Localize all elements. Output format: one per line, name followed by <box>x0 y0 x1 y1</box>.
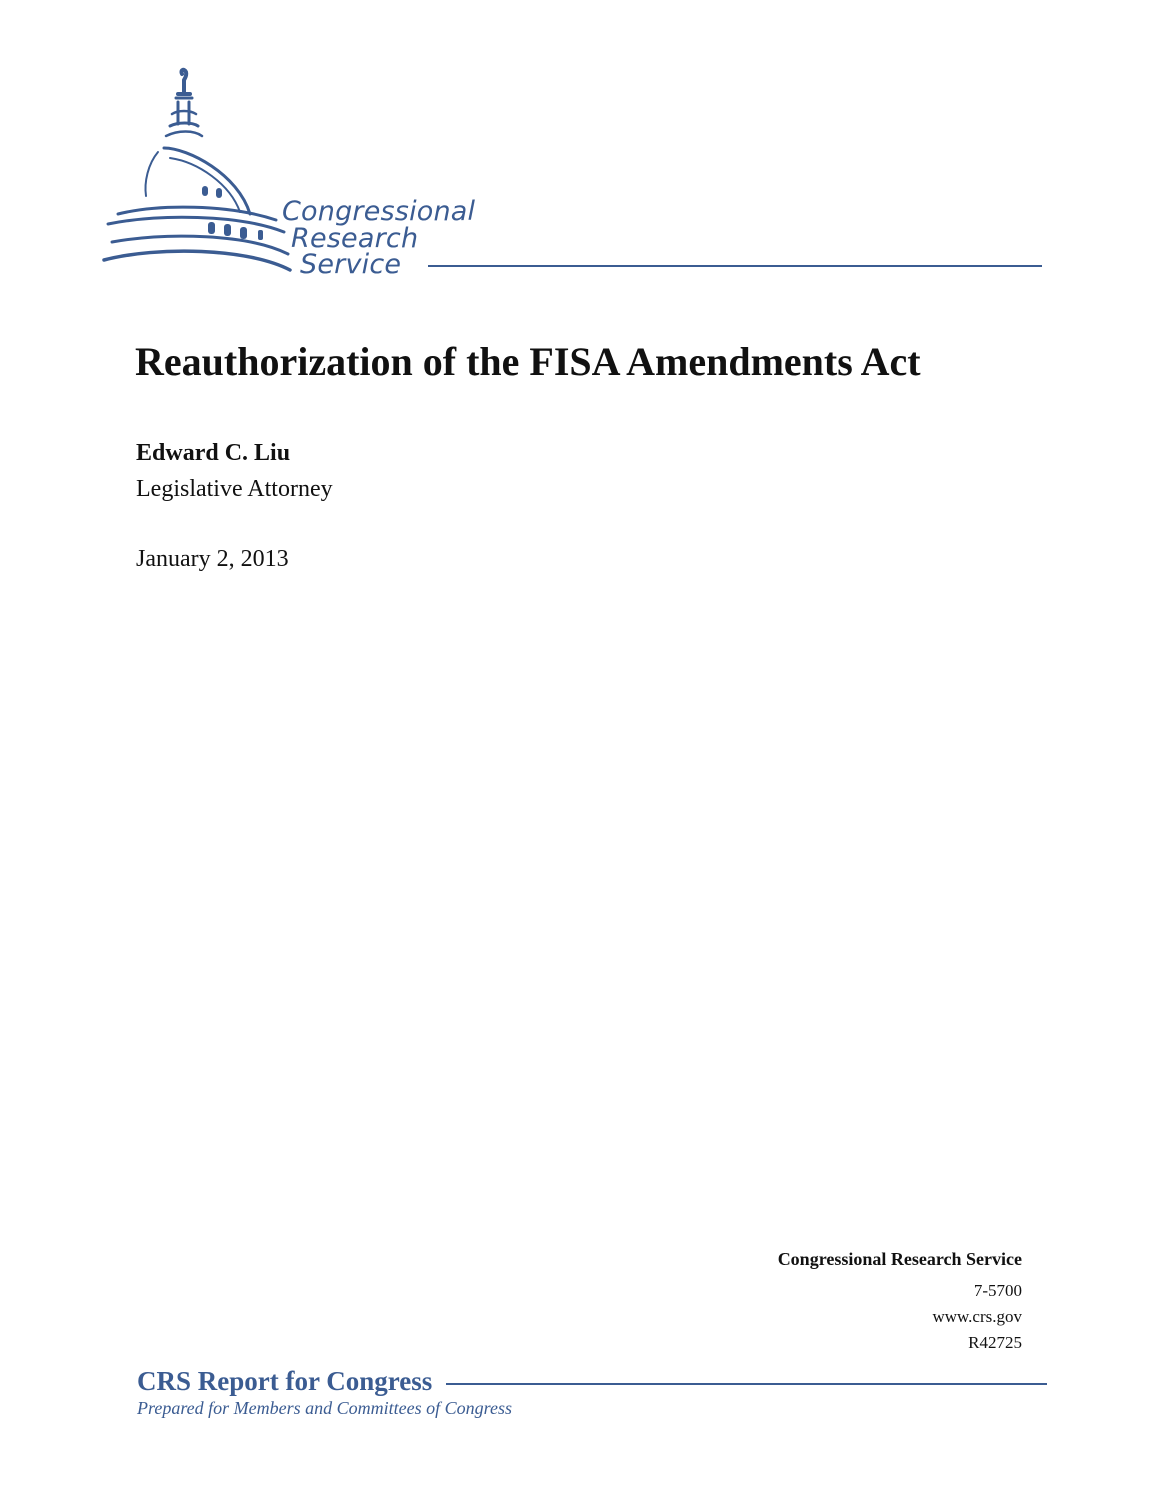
capitol-dome-icon <box>98 64 298 274</box>
footer-title: CRS Report for Congress <box>137 1366 433 1396</box>
header-divider <box>428 265 1042 267</box>
info-organization: Congressional Research Service <box>777 1249 1022 1269</box>
author-role: Legislative Attorney <box>136 476 333 502</box>
info-report-number: R42725 <box>968 1333 1022 1352</box>
logo-word-research: Research <box>291 223 419 254</box>
info-code: 7-5700 <box>973 1281 1022 1300</box>
report-info <box>778 1246 1022 1356</box>
logo-word-congressional: Congressional <box>282 196 476 227</box>
footer-divider <box>446 1383 1047 1385</box>
author-name: Edward C. Liu <box>136 440 291 466</box>
document-title: Reauthorization of the FISA Amendments Act <box>135 339 921 384</box>
report-date: January 2, 2013 <box>136 546 289 572</box>
logo-word-service: Service <box>300 249 402 280</box>
info-website: www.crs.gov <box>932 1307 1022 1326</box>
footer-subtitle: Prepared for Members and Committees of Congress <box>137 1398 512 1418</box>
crs-logo <box>98 64 538 284</box>
